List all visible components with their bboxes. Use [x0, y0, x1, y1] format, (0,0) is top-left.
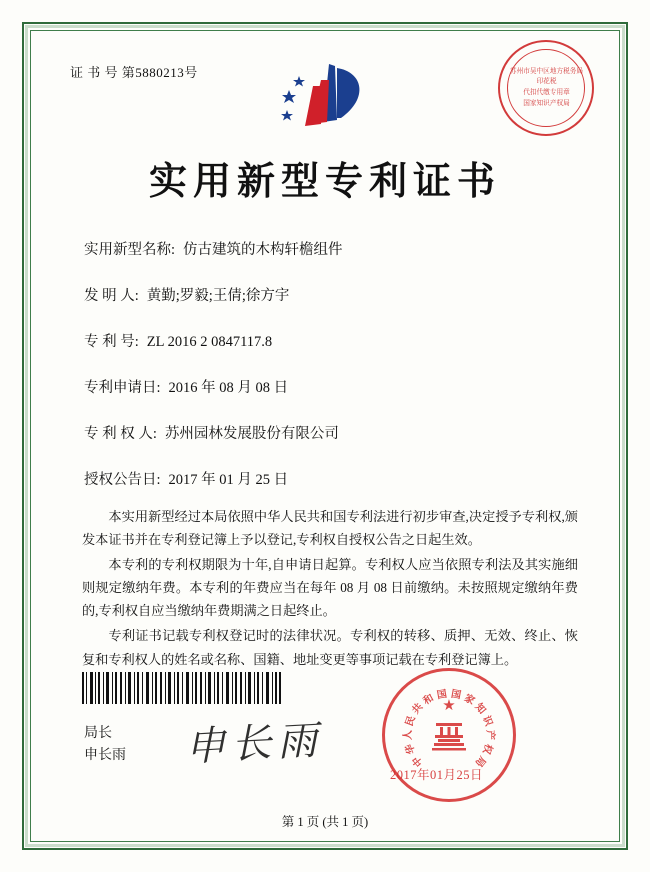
field-label-name: 实用新型名称:	[84, 242, 176, 258]
signature-block	[84, 723, 126, 766]
handwritten-signature: 申长雨	[184, 717, 325, 770]
tax-seal-line-1: 苏州市吴中区地方税务局	[509, 67, 583, 75]
page-footer: 第 1 页 (共 1 页)	[281, 815, 369, 829]
field-value-inventors: 黄勤;罗毅;王倩;徐方宇	[146, 288, 290, 304]
tax-seal-line-4: 国家知识产权局	[522, 99, 570, 107]
field-value-application-date: 2016 年 08 月 08 日	[168, 380, 289, 396]
director-title-label: 局长	[84, 726, 112, 741]
field-label-grant-date: 授权公告日:	[84, 472, 161, 488]
field-row-inventors	[84, 284, 580, 305]
field-label-application-date: 专利申请日:	[84, 380, 161, 396]
body-paragraph-1: 本实用新型经过本局依照中华人民共和国专利法进行初步审查,决定授予专利权,颁发本证书并在专利登记簿上予以登记,专利权自授权公告之日起生效。	[82, 509, 578, 548]
body-text	[82, 505, 578, 673]
page-title: 实用新型专利证书	[148, 161, 501, 203]
field-row-name	[84, 238, 580, 259]
tax-seal-line-2: 印花税	[536, 78, 556, 86]
tax-stamp-seal	[498, 40, 594, 136]
body-paragraph-2: 本专利的专利权期限为十年,自申请日起算。专利权人应当依照专利法及其实施细则规定缴纳年费。本专利的年费应当在每年 08 月 08 日前缴纳。未按照规定缴纳年费的,专利权自应当缴纳年费期满之日起终止。	[82, 557, 578, 619]
seal-date: 2017年01月25日	[390, 768, 484, 782]
field-label-patentee: 专 利 权 人:	[84, 426, 157, 442]
field-row-patentee	[84, 422, 580, 443]
field-row-patent-number	[84, 330, 580, 351]
certificate-number: 证 书 号 第5880213号	[70, 65, 198, 80]
field-value-patent-number: ZL 2016 2 0847117.8	[146, 334, 273, 350]
barcode	[82, 672, 282, 704]
body-paragraph-3: 专利证书记载专利权登记时的法律状况。专利权的转移、质押、无效、终止、恢复和专利权人的姓名或名称、国籍、地址变更等事项记载在专利登记簿上。	[82, 628, 578, 667]
field-row-application-date	[84, 376, 580, 397]
field-label-inventors: 发 明 人:	[84, 288, 139, 304]
national-emblem-icon	[427, 717, 471, 757]
patent-office-logo-icon	[277, 60, 383, 132]
field-list	[84, 238, 580, 514]
field-value-patentee: 苏州园林发展股份有限公司	[164, 426, 339, 442]
tax-seal-line-3: 代扣代缴专用章	[522, 89, 570, 96]
field-value-name: 仿古建筑的木构轩檐组件	[183, 242, 343, 258]
director-name-label: 申长雨	[84, 747, 126, 763]
field-row-grant-date	[84, 468, 580, 489]
field-value-grant-date: 2017 年 01 月 25 日	[168, 472, 289, 488]
official-seal-ring-text: 中 华 人 民 共 和 国 国 家 知 识 产 权 局	[403, 688, 495, 769]
seal-star-icon: ★	[442, 698, 456, 714]
field-label-patent-number: 专 利 号:	[84, 334, 139, 350]
